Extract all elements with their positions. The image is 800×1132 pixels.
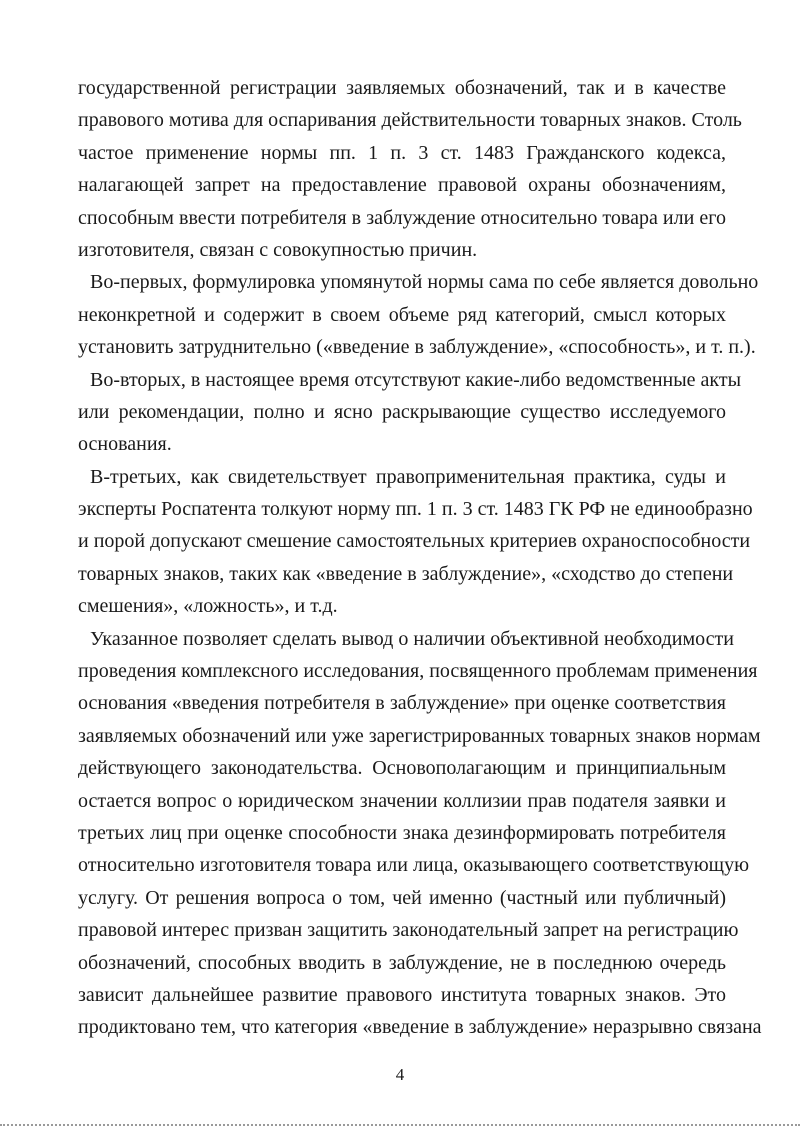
text-line: налагающей запрет на предоставление правовой охраны обозначениям, (78, 174, 726, 197)
text-line: установить затруднительно («введение в заблуждение», «способность», и т. п.). (78, 336, 756, 359)
text-line: третьих лиц при оценке способности знака дезинформировать потребителя (78, 821, 726, 844)
text-line: услугу. От решения вопроса о том, чей именно (частный или публичный) (78, 886, 726, 909)
page-number: 4 (395, 1065, 405, 1084)
text-line: основания. (78, 433, 172, 456)
text-line: проведения комплексного исследования, посвященного проблемам применения (78, 660, 758, 683)
paragraph-first-line: Указанное позволяет сделать вывод о наличии объективной необходимости (90, 627, 734, 650)
text-line: правового мотива для оспаривания действительности товарных знаков. Столь (78, 109, 742, 132)
body-text (78, 72, 762, 1044)
text-line: относительно изготовителя товара или лица, оказывающего соответствующую (78, 854, 750, 877)
text-line: и порой допускают смешение самостоятельных критериев охраноспособности (78, 530, 751, 553)
text-line: неконкретной и содержит в своем объеме ряд категорий, смысл которых (78, 303, 726, 326)
text-line: эксперты Роспатента толкуют норму пп. 1 п. 3 ст. 1483 ГК РФ не единообразно (78, 498, 753, 521)
text-line: основания «введения потребителя в заблуждение» при оценке соответствия (78, 692, 726, 715)
text-line: правовой интерес призван защитить законодательный запрет на регистрацию (78, 919, 739, 942)
text-line: государственной регистрации заявляемых обозначений, так и в качестве (78, 77, 726, 99)
text-line: смешения», «ложность», и т.д. (78, 595, 338, 618)
text-line: остается вопрос о юридическом значении коллизии прав подателя заявки и (78, 789, 726, 812)
text-line: частое применение нормы пп. 1 п. 3 ст. 1483 Гражданского кодекса, (78, 141, 726, 164)
text-line: зависит дальнейшее развитие правового института товарных знаков. Это (78, 983, 726, 1006)
text-line: изготовителя, связан с совокупностью причин. (78, 238, 478, 261)
text-line: заявляемых обозначений или уже зарегистрированных товарных знаков нормам (78, 724, 761, 747)
text-line: обозначений, способных вводить в заблуждение, не в последнюю очередь (78, 951, 726, 974)
text-line: действующего законодательства. Основополагающим и принципиальным (78, 757, 726, 780)
text-line: способным ввести потребителя в заблуждение относительно товара или его (78, 206, 726, 229)
text-line: продиктовано тем, что категория «введение в заблуждение» неразрывно связана (78, 1016, 762, 1039)
text-line: товарных знаков, таких как «введение в заблуждение», «сходство до степени (78, 562, 734, 585)
paragraph-first-line: Во-первых, формулировка упомянутой нормы сама по себе является довольно (90, 271, 759, 294)
text-line: или рекомендации, полно и ясно раскрывающие существо исследуемого (78, 400, 726, 423)
paragraph-first-line: В-третьих, как свидетельствует правоприменительная практика, суды и (90, 465, 726, 488)
paragraph-first-line: Во-вторых, в настоящее время отсутствуют какие-либо ведомственные акты (90, 368, 742, 391)
page-bottom-edge (0, 1124, 800, 1126)
